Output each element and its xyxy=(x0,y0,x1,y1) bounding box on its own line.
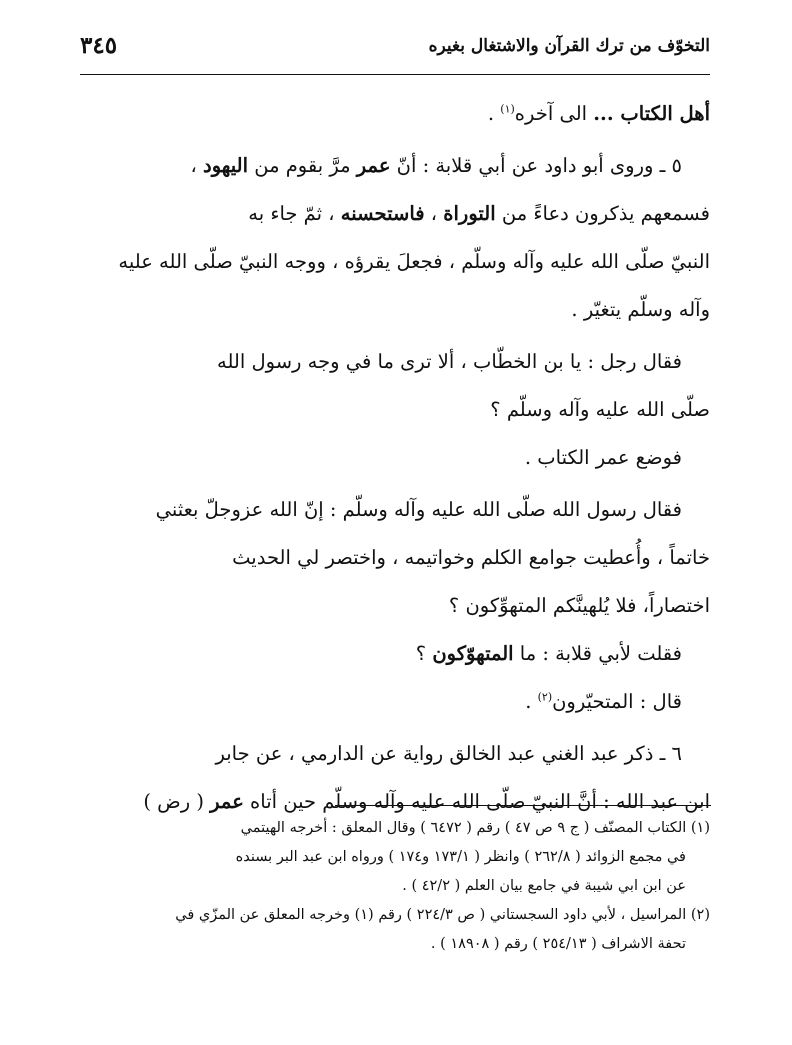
text-line: فوضع عمر الكتاب . xyxy=(524,446,682,469)
bold-name: عمر xyxy=(210,790,244,813)
paragraph-2 xyxy=(80,142,710,334)
text-span: فقلت لأبي قلابة : ما xyxy=(513,642,682,665)
text-span: ، ثمّ جاء به xyxy=(248,202,341,225)
footnote-ref-2: (٢) xyxy=(537,690,553,704)
text-span: قال : المتحيّرون xyxy=(552,690,682,713)
bold-word: فاستحسنه xyxy=(340,202,425,225)
paragraph-5 xyxy=(80,486,710,630)
paragraph-6 xyxy=(80,630,710,678)
text-line: خاتماً ، وأُعطيت جوامع الكلم وخواتيمه ، واختصر لي الحديث xyxy=(232,546,710,569)
footnote-2-cont xyxy=(80,930,710,959)
footnote-1-cont xyxy=(80,843,710,872)
bold-name: التوراة xyxy=(443,202,496,225)
text-span: الى آخره xyxy=(514,102,594,125)
page-header xyxy=(80,30,710,70)
footnote-1-cont xyxy=(80,872,710,901)
text-span: ( رض ) xyxy=(143,790,211,813)
footnote-line: في مجمع الزوائد ( ٢٦٢/٨ ) وانظر ( ١٧٣/١ و١٧٤ ) ورواه ابن عبد البر بسنده xyxy=(235,849,686,865)
paragraph-3 xyxy=(80,338,710,434)
footnote-1 xyxy=(80,814,710,843)
running-title: التخوّف من ترك القرآن والاشتغال بغيره xyxy=(428,36,710,56)
footnote-rule xyxy=(335,805,711,806)
text-line: فقال رجل : يا بن الخطّاب ، ألا ترى ما في وجه رسول الله xyxy=(216,350,682,373)
paragraph-7 xyxy=(80,678,710,726)
footnote-2 xyxy=(80,901,710,930)
main-text xyxy=(80,90,710,826)
paragraph-8 xyxy=(80,730,710,826)
text-line: ٦ ـ ذكر عبد الغني عبد الخالق رواية عن الدارمي ، عن جابر xyxy=(215,742,682,765)
footnote-line: عن ابن ابي شيبة في جامع بيان العلم ( ٤٢/٢ ) . xyxy=(402,878,686,894)
bold-phrase: أهل الكتاب ... xyxy=(593,102,710,125)
header-rule xyxy=(80,74,710,75)
footnotes xyxy=(80,814,710,959)
text-span: ، xyxy=(190,154,204,177)
page-number: ٣٤٥ xyxy=(80,32,118,59)
text-span: ابن عبد الله : أنَّ النبيّ صلّى الله عليه وآله وسلّم حين أتاه xyxy=(243,790,710,813)
text-span: . xyxy=(487,102,501,125)
text-line: النبيّ صلّى الله عليه وآله وسلّم ، فجعلَ يقرؤه ، ووجه النبيّ صلّى الله عليه xyxy=(118,250,710,273)
text-span: ؟ xyxy=(415,642,433,665)
footnote-line: تحفة الاشراف ( ٢٥٤/١٣ ) رقم ( ١٨٩٠٨ ) . xyxy=(430,936,686,952)
paragraph-1 xyxy=(80,90,710,138)
text-line: اختصاراً، فلا يُلهينَّكم المتهوِّكون ؟ xyxy=(448,594,710,617)
bold-name: اليهود xyxy=(203,154,249,177)
footnote-ref-1: (١) xyxy=(500,102,515,116)
paragraph-4 xyxy=(80,434,710,482)
bold-word: المتهوّكون xyxy=(432,642,514,665)
text-span: . xyxy=(525,690,538,713)
text-span: ٥ ـ وروى أبو داود عن أبي قلابة : أنّ xyxy=(390,154,682,177)
text-span: مرَّ بقوم من xyxy=(248,154,357,177)
text-line: صلّى الله عليه وآله وسلّم ؟ xyxy=(490,398,710,421)
footnote-line: (١) الكتاب المصنّف ( ج ٩ ص ٤٧ ) رقم ( ٦٤٧٢ ) وقال المعلق : أخرجه الهيتمي xyxy=(240,820,710,836)
text-line: وآله وسلّم يتغيّر . xyxy=(571,298,710,321)
bold-name: عمر xyxy=(356,154,391,177)
text-line: فقال رسول الله صلّى الله عليه وآله وسلّم : إنّ الله عزوجلّ بعثني xyxy=(155,498,682,521)
footnote-line: (٢) المراسيل ، لأبي داود السجستاني ( ص ٢٢٤/٣ ) رقم (١) وخرجه المعلق عن المزّي في xyxy=(175,907,710,923)
text-span: ، xyxy=(424,202,444,225)
text-span: فسمعهم يذكرون دعاءً من xyxy=(495,202,710,225)
